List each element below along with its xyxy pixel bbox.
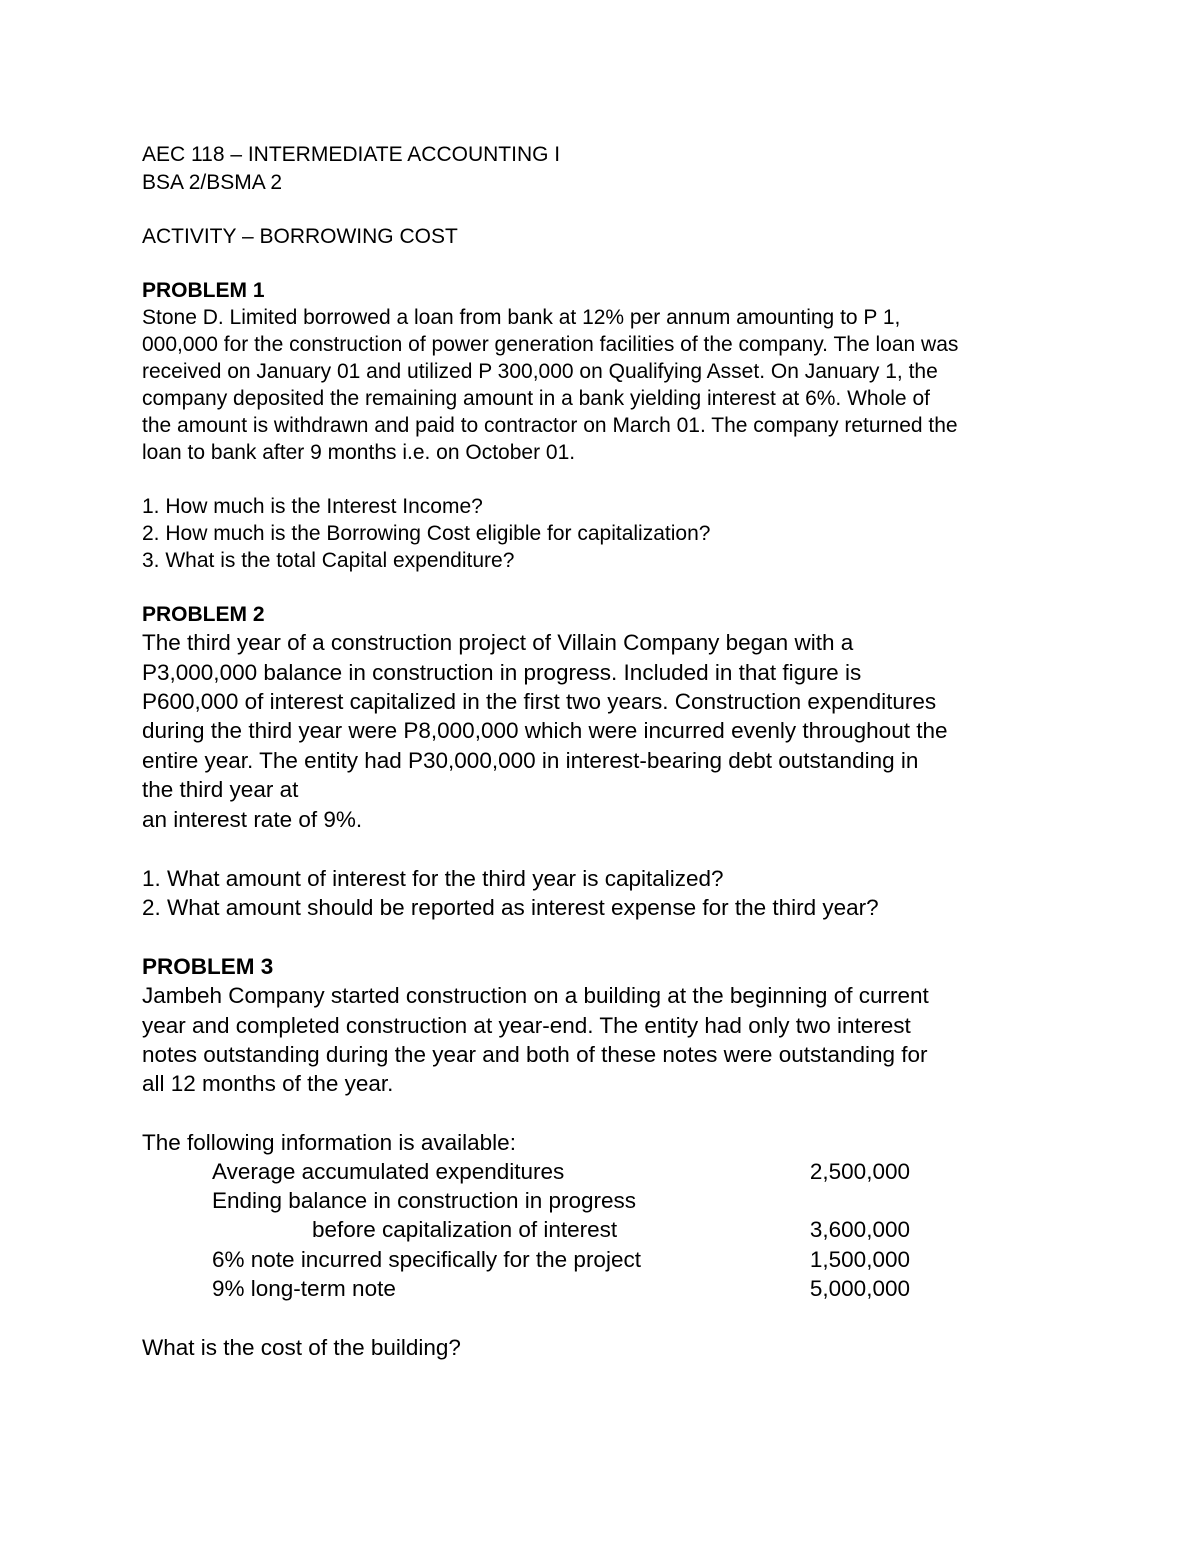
problem-1-text-line: received on January 01 and utilized P 300,000 on Qualifying Asset. On January 1, the <box>142 360 938 383</box>
problem-3-text-line: Jambeh Company started construction on a building at the beginning of current <box>142 983 929 1008</box>
course-title: AEC 118 – INTERMEDIATE ACCOUNTING I <box>142 143 561 166</box>
problem-1-question: 2. How much is the Borrowing Cost eligible for capitalization? <box>142 522 711 545</box>
problem-2-text-line: during the third year were P8,000,000 which were incurred evenly throughout the <box>142 718 948 743</box>
problem-3-text-line: all 12 months of the year. <box>142 1071 394 1096</box>
problem-1-title: PROBLEM 1 <box>142 279 265 302</box>
problem-2-question: 1. What amount of interest for the third year is capitalized? <box>142 866 724 891</box>
info-item-value: 5,000,000 <box>809 1276 910 1301</box>
problem-3-text-line: year and completed construction at year-end. The entity had only two interest <box>142 1013 911 1038</box>
problem-2-title: PROBLEM 2 <box>142 603 265 626</box>
problem-2-text-line: entire year. The entity had P30,000,000 in interest-bearing debt outstanding in <box>142 748 919 773</box>
info-item-value: 3,600,000 <box>809 1217 910 1242</box>
info-item-label: 9% long-term note <box>212 1276 396 1301</box>
problem-2-text-line: the third year at <box>142 777 299 802</box>
problem-2-question: 2. What amount should be reported as interest expense for the third year? <box>142 895 879 920</box>
problem-1-question: 1. How much is the Interest Income? <box>142 495 483 518</box>
problem-3-question: What is the cost of the building? <box>142 1335 461 1360</box>
problem-3-text-line: notes outstanding during the year and both of these notes were outstanding for <box>142 1042 928 1067</box>
problem-2-text-line: an interest rate of 9%. <box>142 807 363 832</box>
activity-title: ACTIVITY – BORROWING COST <box>142 225 458 248</box>
problem-3-info-intro: The following information is available: <box>142 1130 516 1155</box>
problem-2-text-line: The third year of a construction project of Villain Company began with a <box>142 630 854 655</box>
problem-1-text-line: loan to bank after 9 months i.e. on October 01. <box>142 441 576 464</box>
problem-2-text-line: P3,000,000 balance in construction in progress. Included in that figure is <box>142 660 862 685</box>
info-item-label: Average accumulated expenditures <box>212 1159 565 1184</box>
problem-1-question: 3. What is the total Capital expenditure? <box>142 549 515 572</box>
info-item-value: 2,500,000 <box>809 1159 910 1184</box>
problem-1-text-line: 000,000 for the construction of power generation facilities of the company. The loan was <box>142 333 959 356</box>
info-item-value: 1,500,000 <box>809 1247 910 1272</box>
info-item-label: 6% note incurred specifically for the project <box>212 1247 641 1272</box>
problem-3-title: PROBLEM 3 <box>142 954 274 979</box>
info-item-label: Ending balance in construction in progress <box>212 1188 637 1213</box>
info-item-label: before capitalization of interest <box>312 1217 618 1242</box>
problem-1-text-line: the amount is withdrawn and paid to contractor on March 01. The company returned the <box>142 414 958 437</box>
problem-1-text-line: company deposited the remaining amount in a bank yielding interest at 6%. Whole of <box>142 387 930 410</box>
problem-1-text-line: Stone D. Limited borrowed a loan from bank at 12% per annum amounting to P 1, <box>142 306 901 329</box>
section-label: BSA 2/BSMA 2 <box>142 171 283 194</box>
problem-2-text-line: P600,000 of interest capitalized in the first two years. Construction expenditures <box>142 689 937 714</box>
